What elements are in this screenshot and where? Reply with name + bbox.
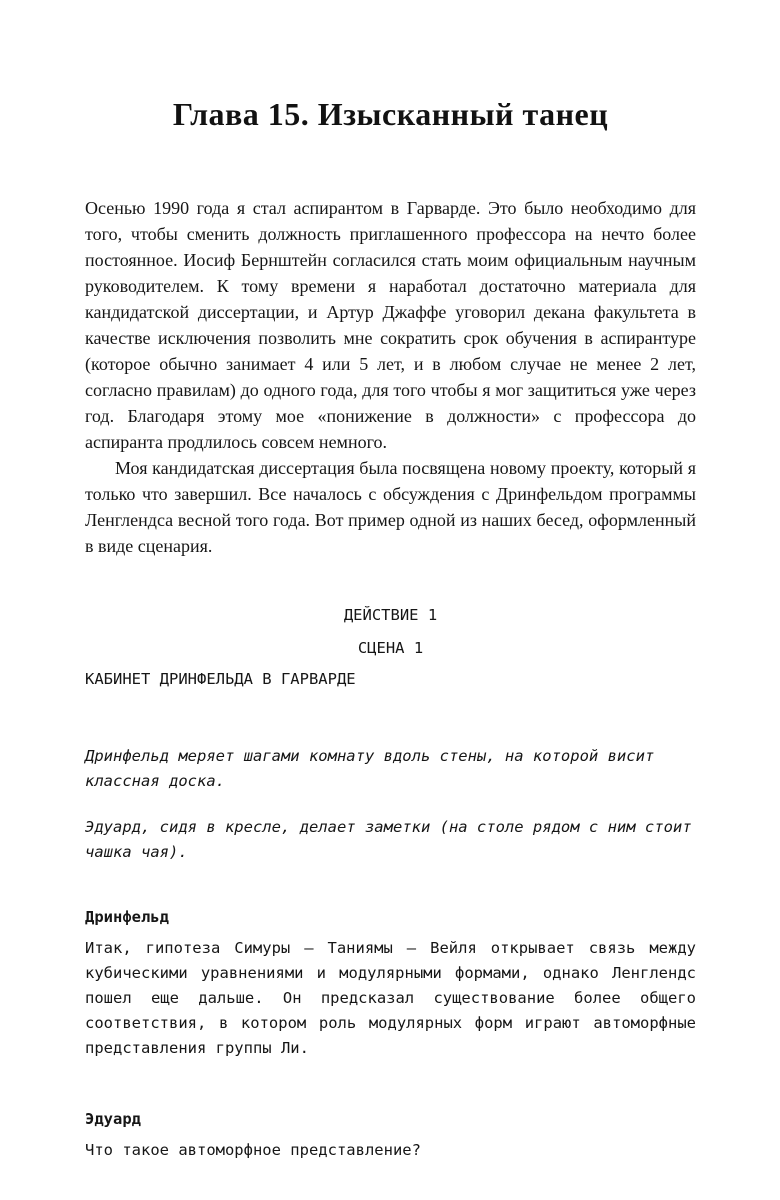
act-heading: ДЕЙСТВИЕ 1 [343, 605, 438, 624]
dialogue-block-drinfeld [85, 905, 696, 1061]
dialogue-line: Что такое автоморфное представление? [85, 1140, 421, 1159]
speaker-name: Дринфельд [85, 907, 169, 926]
dialogue-line: Итак, гипотеза Симуры — Таниямы — Вейля открывает связь между кубическими уравнениями и модулярными формами, однако Ленглендс пошел еще дальше. Он предсказал существование более общего соответствия, в котором роль модулярных форм играют автоморфные представления группы Ли. [85, 938, 696, 1057]
speaker-name: Эдуард [85, 1109, 141, 1128]
dialogue-block-eduard [85, 1107, 696, 1163]
paragraph-dissertation: Моя кандидатская диссертация была посвящена новому проекту, который я только что завершил. Все началось с обсуждения с Дринфельдом программы Ленглендса весной того года. Вот пример одной из наших бесед, оформленный в виде сценария. [85, 457, 696, 556]
scene-location: КАБИНЕТ ДРИНФЕЛЬДА В ГАРВАРДЕ [85, 669, 356, 688]
screenplay-section [85, 603, 696, 1163]
paragraph-intro: Осенью 1990 года я стал аспирантом в Гарварде. Это было необходимо для того, чтобы сменить должность приглашенного профессора на нечто более постоянное. Иосиф Бернштейн согласился стать моим официальным научным руководителем. К тому времени я наработал достаточно материала для кандидатской диссертации, и Артур Джаффе уговорил декана факультета в качестве исключения позволить мне сократить срок обучения в аспирантуре (которое обычно занимает 4 или 5 лет, и в любом случае не менее 2 лет, согласно правилам) до одного года, для того чтобы я мог защититься уже через год. Благодаря этому мое «понижение в должности» с профессора до аспиранта продлилось совсем немного. [85, 197, 696, 452]
chapter-title: Глава 15. Изысканный танец [172, 96, 609, 132]
scene-heading: СЦЕНА 1 [357, 638, 424, 657]
stage-direction-drinfeld: Дринфельд меряет шагами комнату вдоль стены, на которой висит классная доска. [85, 746, 655, 790]
stage-direction-eduard: Эдуард, сидя в кресле, делает заметки (на столе рядом с ним стоит чашка чая). [85, 817, 692, 861]
